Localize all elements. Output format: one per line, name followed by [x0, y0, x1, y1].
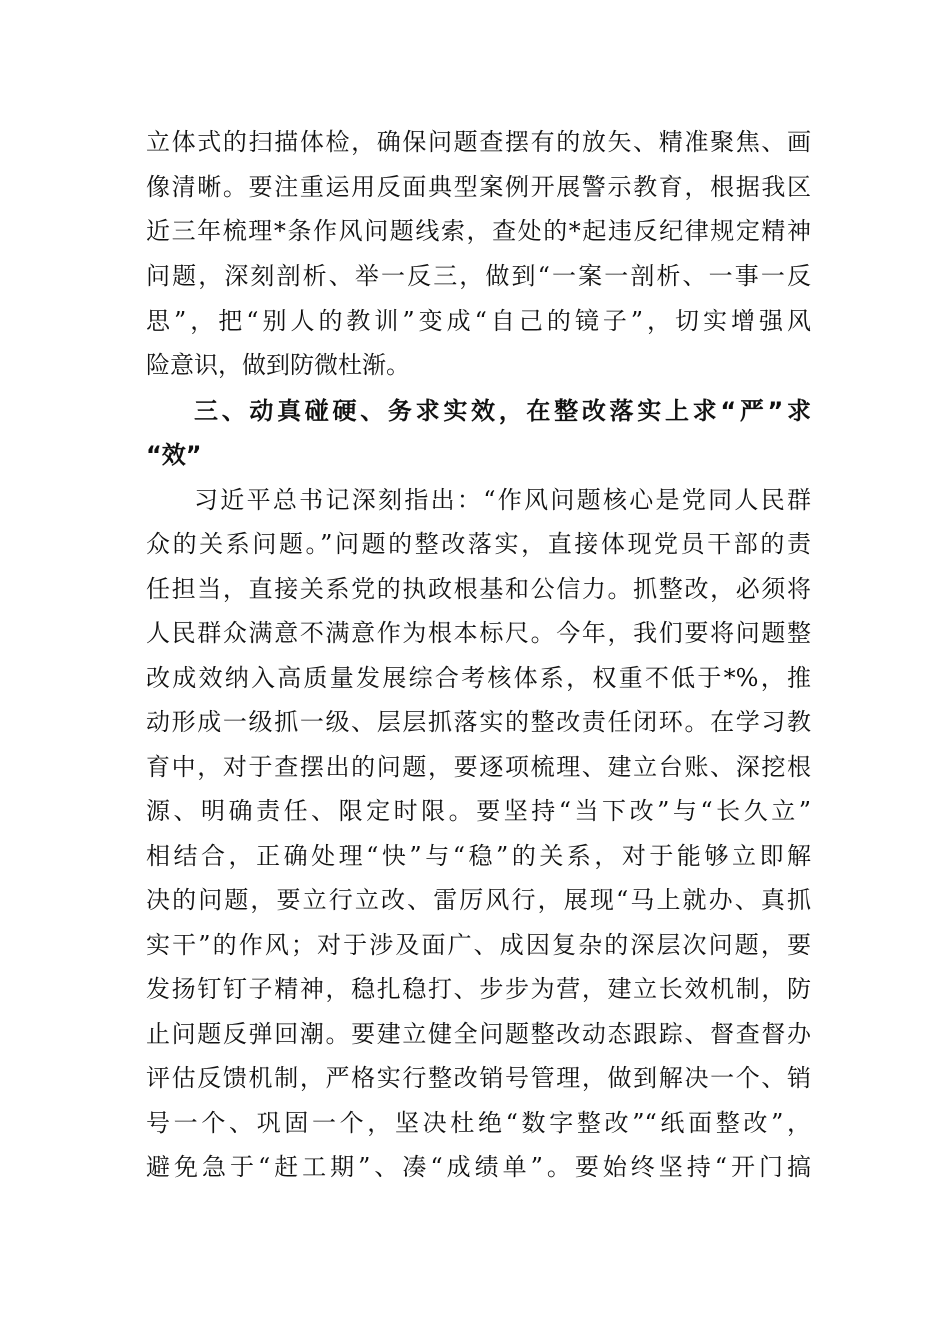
para2-line-12: 发扬钉钉子精神，稳扎稳打、步步为营，建立长效机制，防	[146, 975, 811, 1003]
para2-line-2: 众的关系问题。”问题的整改落实，直接体现党员干部的责	[146, 530, 811, 558]
para1-line-4: 问题，深刻剖析、举一反三，做到“一案一剖析、一事一反	[146, 262, 811, 290]
para1-line-6: 险意识，做到防微杜渐。	[146, 351, 410, 379]
para2-line-4: 人民群众满意不满意作为根本标尺。今年，我们要将问题整	[146, 619, 811, 647]
para1-line-3: 近三年梳理*条作风问题线索，查处的*起违反纪律规定精神	[146, 217, 811, 245]
para1-line-5: 思”，把“别人的教训”变成“自己的镜子”，切实增强风	[146, 307, 811, 335]
para2-line-16: 避免急于“赶工期”、凑“成绩单”。要始终坚持“开门搞	[146, 1153, 811, 1181]
para2-line-14: 评估反馈机制，严格实行整改销号管理，做到解决一个、销	[146, 1064, 811, 1092]
para2-line-6: 动形成一级抓一级、层层抓落实的整改责任闭环。在学习教	[146, 708, 811, 736]
para1-line-2: 像清晰。要注重运用反面典型案例开展警示教育，根据我区	[146, 173, 811, 201]
para2-line-13: 止问题反弹回潮。要建立健全问题整改动态跟踪、督查督办	[146, 1020, 811, 1048]
para2-line-5: 改成效纳入高质量发展综合考核体系，权重不低于*%，推	[146, 664, 811, 692]
section-heading-line-1: 三、动真碰硬、务求实效，在整改落实上求“严”求	[194, 397, 811, 425]
para2-line-1: 习近平总书记深刻指出：“作风问题核心是党同人民群	[194, 486, 811, 514]
para2-line-7: 育中，对于查摆出的问题，要逐项梳理、建立台账、深挖根	[146, 753, 811, 781]
para2-line-8: 源、明确责任、限定时限。要坚持“当下改”与“长久立”	[146, 797, 811, 825]
para2-line-9: 相结合，正确处理“快”与“稳”的关系，对于能够立即解	[146, 842, 811, 870]
para2-line-11: 实干”的作风；对于涉及面广、成因复杂的深层次问题，要	[146, 931, 811, 959]
para2-line-3: 任担当，直接关系党的执政根基和公信力。抓整改，必须将	[146, 575, 811, 603]
section-heading-line-2: “效”	[146, 441, 202, 469]
para2-line-15: 号一个、巩固一个，坚决杜绝“数字整改”“纸面整改”，	[146, 1109, 811, 1137]
para2-line-10: 决的问题，要立行立改、雷厉风行，展现“马上就办、真抓	[146, 886, 811, 914]
para1-line-1: 立体式的扫描体检，确保问题查摆有的放矢、精准聚焦、画	[146, 128, 811, 156]
